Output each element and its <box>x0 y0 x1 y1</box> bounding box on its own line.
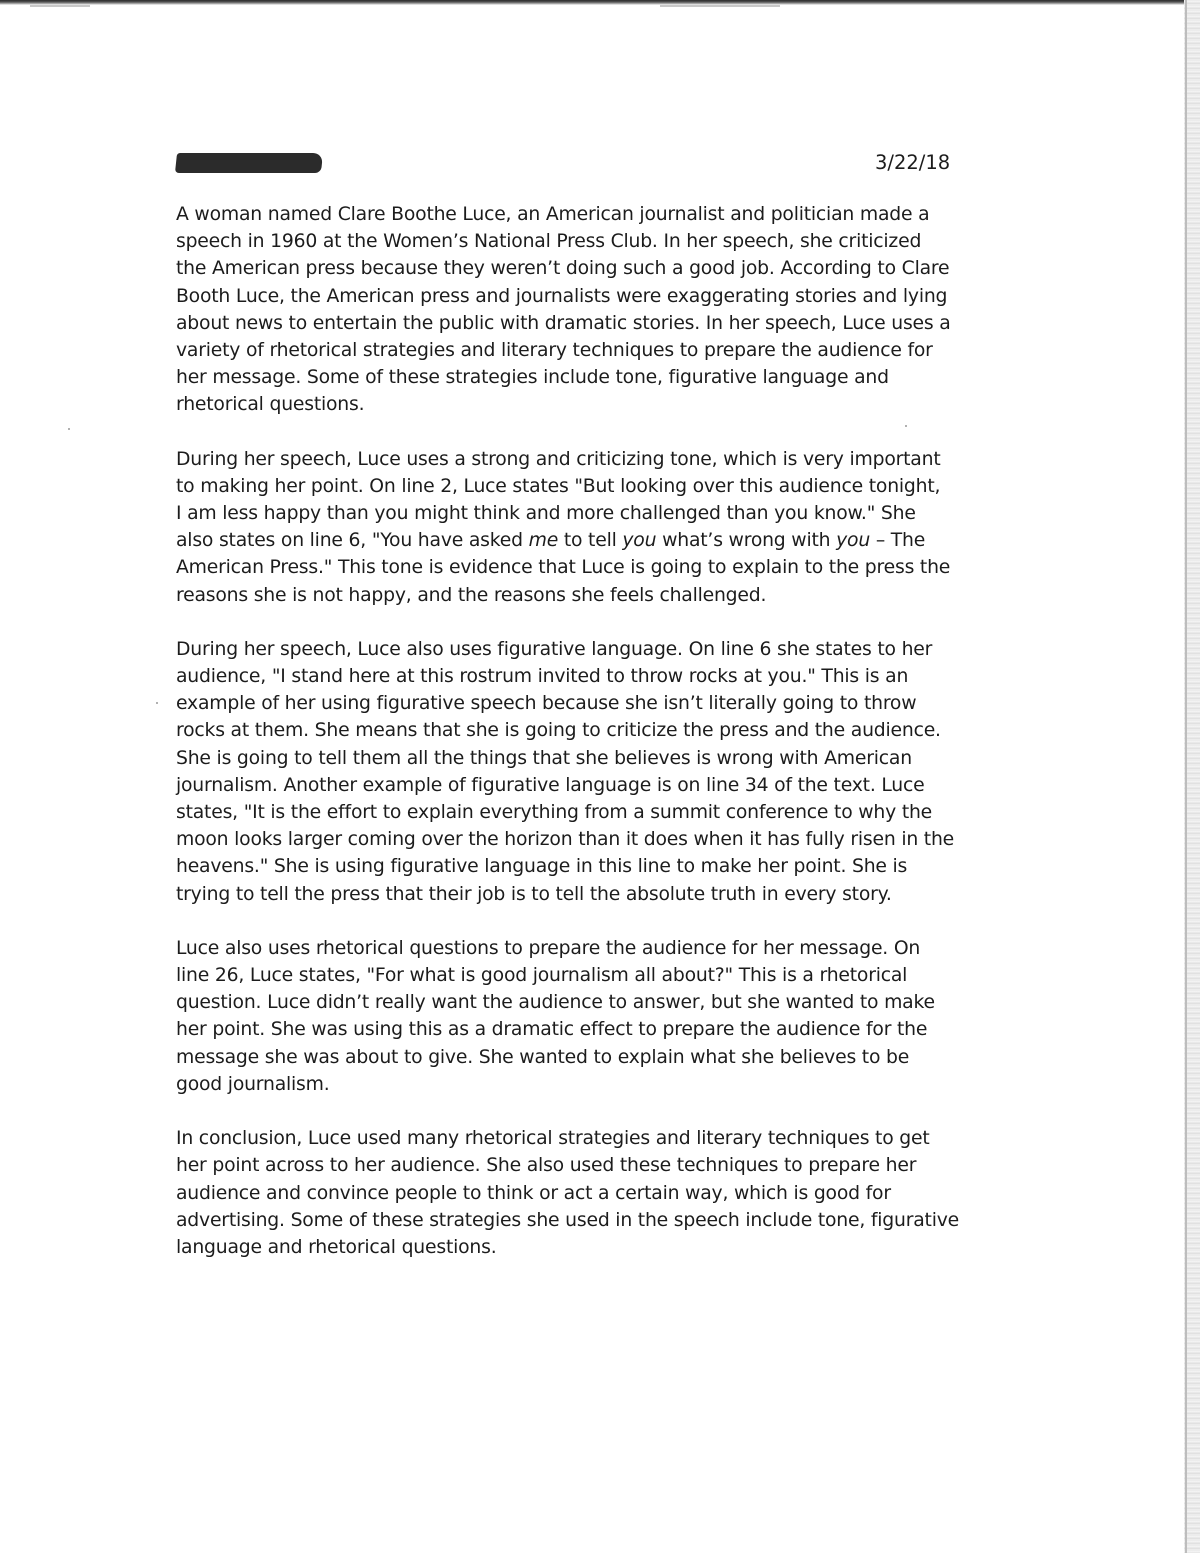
scan-artifact <box>660 5 780 7</box>
text-line: reasons she is not happy, and the reasons she feels challenged. <box>176 584 767 606</box>
text-line: She is going to tell them all the things that she believes is wrong with American <box>176 747 912 769</box>
essay-body <box>176 201 1028 1288</box>
text-line: question. Luce didn’t really want the audience to answer, but she wanted to make <box>176 992 935 1014</box>
scan-top-edge <box>0 0 1200 5</box>
text-line: good journalism. <box>176 1073 330 1095</box>
scan-artifact <box>30 5 90 7</box>
italic-me: me <box>528 530 559 552</box>
text-line: rhetorical questions. <box>176 394 365 416</box>
text-line: During her speech, Luce uses a strong and criticizing tone, which is very important <box>176 448 941 470</box>
text-line: journalism. Another example of figurative language is on line 34 of the text. Luce <box>176 774 925 796</box>
text-line: During her speech, Luce also uses figurative language. On line 6 she states to her <box>176 638 933 660</box>
text-run: also states on line 6, "You have asked <box>176 530 529 552</box>
text-line: her point. She was using this as a dramatic effect to prepare the audience for the <box>176 1019 928 1041</box>
text-line: In conclusion, Luce used many rhetorical strategies and literary techniques to get <box>176 1128 930 1150</box>
text-run: what’s wrong with <box>656 530 837 552</box>
text-run: – The <box>870 530 926 552</box>
text-line: heavens." She is using figurative language in this line to make her point. She is <box>176 856 908 878</box>
text-line: Luce also uses rhetorical questions to prepare the audience for her message. On <box>176 937 921 959</box>
text-line: Booth Luce, the American press and journalists were exaggerating stories and lying <box>176 285 948 307</box>
text-line: the American press because they weren’t doing such a good job. According to Clare <box>176 258 950 280</box>
paragraph-tone <box>176 446 1028 609</box>
text-line: about news to entertain the public with dramatic stories. In her speech, Luce uses a <box>176 312 951 334</box>
text-line: I am less happy than you might think and more challenged than you know." She <box>176 503 916 525</box>
text-line: A woman named Clare Boothe Luce, an American journalist and politician made a <box>176 204 930 225</box>
italic-you: you <box>622 530 657 552</box>
paragraph-rhetorical-questions <box>176 935 1028 1098</box>
text-line: language and rhetorical questions. <box>176 1236 497 1258</box>
text-line: audience and convince people to think or act a certain way, which is good for <box>176 1182 891 1204</box>
scan-speck <box>68 428 70 430</box>
text-line: variety of rhetorical strategies and literary techniques to prepare the audience for <box>176 340 933 362</box>
text-line: speech in 1960 at the Women’s National Press Club. In her speech, she criticized <box>176 231 922 253</box>
essay-date: 3/22/18 <box>875 151 951 174</box>
paragraph-figurative-language <box>176 636 1028 908</box>
paragraph-conclusion <box>176 1125 1028 1261</box>
scan-right-line <box>1185 0 1187 1553</box>
text-line: rocks at them. She means that she is going to criticize the press and the audience. <box>176 720 941 742</box>
text-line: example of her using figurative speech because she isn’t literally going to throw <box>176 693 917 715</box>
text-line: trying to tell the press that their job is to tell the absolute truth in every story. <box>176 883 892 905</box>
text-line: moon looks larger coming over the horizon than it does when it has fully risen in the <box>176 829 955 851</box>
text-line: audience, "I stand here at this rostrum invited to throw rocks at you." This is an <box>176 666 909 688</box>
text-run: to tell <box>558 530 623 552</box>
paragraph-introduction <box>176 201 1028 419</box>
text-line: to making her point. On line 2, Luce states "But looking over this audience tonight, <box>176 475 941 497</box>
text-line: states, "It is the effort to explain everything from a summit conference to why the <box>176 802 933 824</box>
scan-speck <box>156 702 158 704</box>
text-line: her point across to her audience. She also used these techniques to prepare her <box>176 1155 917 1177</box>
text-line: her message. Some of these strategies include tone, figurative language and <box>176 367 889 389</box>
text-line-with-italics <box>176 527 1028 554</box>
italic-you: you <box>836 530 871 552</box>
text-line: line 26, Luce states, "For what is good journalism all about?" This is a rhetorical <box>176 965 908 987</box>
text-line: American Press." This tone is evidence that Luce is going to explain to the press the <box>176 557 951 579</box>
text-line: message she was about to give. She wanted to explain what she believes to be <box>176 1046 910 1068</box>
text-line: advertising. Some of these strategies she used in the speech include tone, figurative <box>176 1209 960 1231</box>
redacted-student-name <box>175 153 323 173</box>
